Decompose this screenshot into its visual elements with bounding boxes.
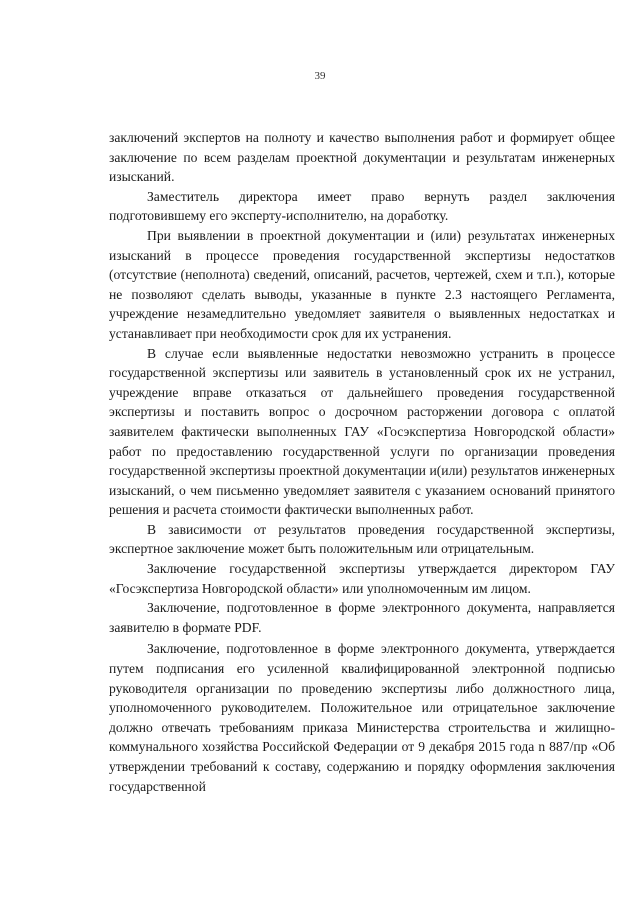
paragraph-6: Заключение государственной экспертизы утверждается директором ГАУ «Госэкспертиза Новгородской области» или уполномоченным им лицом. bbox=[109, 561, 615, 596]
paragraph-3: При выявлении в проектной документации и (или) результатах инженерных изысканий в процессе проведения государственной экспертизы недостатков (отсутствие (неполнота) сведений, описаний, расчетов, чертежей, схем и т.п.), которые не позволяют сделать выводы, указанные в пункте 2.3 настоящего Регламента, учреждение незамедлительно уведомляет заявителя о выявленных недостатках и устанавливает при необходимости срок для их устранения. bbox=[109, 227, 615, 341]
page-number: 39 bbox=[314, 70, 326, 82]
paragraph-8: Заключение, подготовленное в форме электронного документа, утверждается путем подписания его усиленной квалифицированной электронной подписью руководителя организации по проведению экспертизы либо должностного лица, уполномоченного руководителем. Положительное или отрицательное заключение должно отвечать требованиям приказа Министерства строительства и жилищно-коммунального хозяйства Российской Федерации от 9 декабря 2015 года n 887/пр «Об утверждении требований к составу, содержанию и порядку оформления заключения государственной bbox=[109, 641, 615, 794]
document-body bbox=[109, 128, 615, 796]
paragraph-1: заключений экспертов на полноту и качество выполнения работ и формирует общее заключение по всем разделам проектной документации и результатам инженерных изысканий. bbox=[109, 130, 615, 185]
paragraph-5: В зависимости от результатов проведения государственной экспертизы, экспертное заключение может быть положительным или отрицательным. bbox=[109, 521, 615, 557]
paragraph-7: Заключение, подготовленное в форме электронного документа, направляется заявителю в формате PDF. bbox=[109, 600, 615, 635]
paragraph-2: Заместитель директора имеет право вернуть раздел заключения подготовившему его эксперту-исполнителю, на доработку. bbox=[109, 188, 615, 224]
paragraph-4: В случае если выявленные недостатки невозможно устранить в процессе государственной экспертизы или заявитель в установленный срок их не устранил, учреждение вправе отказаться от дальнейшего проведения государственной экспертизы и поставить вопрос о досрочном расторжении договора с оплатой заявителем фактически выполненных ГАУ «Госэкспертиза Новгородской области» работ по предоставлению государственной услуги по организации проведения государственной экспертизы проектной документации и(или) результатов инженерных изысканий, о чем письменно уведомляет заявителя с указанием оснований принятого решения и расчета стоимости фактически выполненных работ. bbox=[109, 345, 615, 518]
